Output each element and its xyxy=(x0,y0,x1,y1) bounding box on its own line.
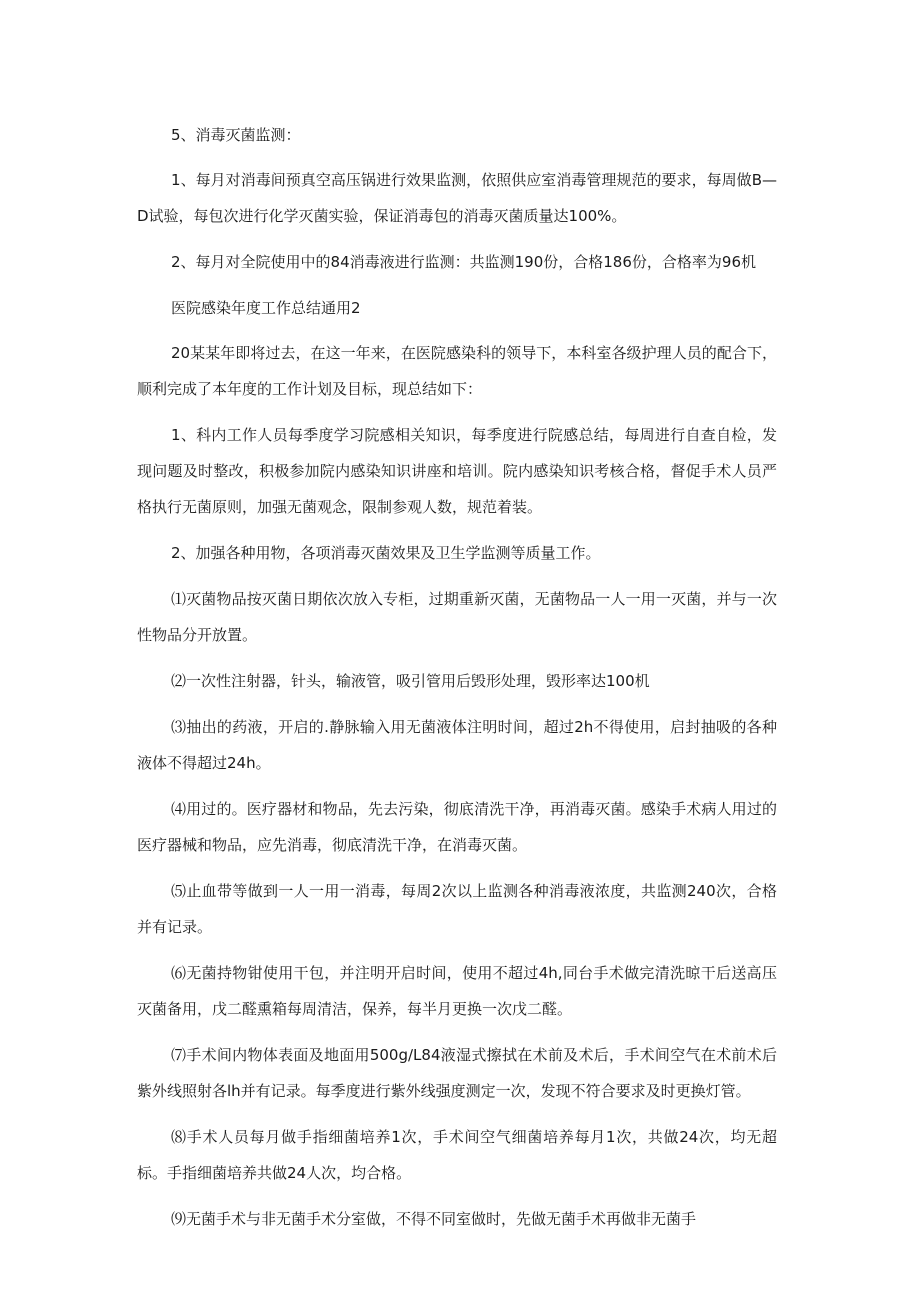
list-item-3: ⑶抽出的药液，开启的.静脉输入用无菌液体注明时间，超过2h不得使用，启封抽吸的各种液体不得超过24h。 xyxy=(137,718,777,772)
list-item-9: ⑼无菌手术与非无菌手术分室做，不得不同室做时，先做无菌手术再做非无菌手 xyxy=(171,1210,697,1228)
list-item-8: ⑻手术人员每月做手指细菌培养1次，手术间空气细菌培养每月1次，共做24次，均无超标。手指细菌培养共做24人次，均合格。 xyxy=(137,1128,777,1182)
document-body xyxy=(137,117,777,1247)
paragraph-introduction: 20某某年即将过去，在这一年来，在医院感染科的领导下，本科室各级护理人员的配合下，顺利完成了本年度的工作计划及目标，现总结如下： xyxy=(137,344,777,398)
paragraph-staff-training: 1、科内工作人员每季度学习院感相关知识，每季度进行院感总结，每周进行自查自检，发现问题及时整改，积极参加院内感染知识讲座和培训。院内感染知识考核合格，督促手术人员严格执行无菌原则，加强无菌观念，限制参观人数，规范着装。 xyxy=(137,426,777,516)
list-item-6: ⑹无菌持物钳使用干包，并注明开启时间，使用不超过4h,同台手术做完清洗晾干后送高压灭菌备用，戊二醛熏箱每周清洁，保养，每半月更换一次戊二醛。 xyxy=(137,964,777,1018)
document-title: 医院感染年度工作总结通用2 xyxy=(171,299,361,317)
list-item-7: ⑺手术间内物体表面及地面用500g∕L84液湿式擦拭在术前及术后，手术间空气在术前术后紫外线照射各lh并有记录。每季度进行紫外线强度测定一次，发现不符合要求及时更换灯管。 xyxy=(137,1046,777,1100)
paragraph-quality-work: 2、加强各种用物，各项消毒灭菌效果及卫生学监测等质量工作。 xyxy=(171,544,601,562)
list-item-1: ⑴灭菌物品按灭菌日期依次放入专柜，过期重新灭菌，无菌物品一人一用一灭菌，并与一次性物品分开放置。 xyxy=(137,590,777,644)
list-item-5: ⑸止血带等做到一人一用一消毒，每周2次以上监测各种消毒液浓度，共监测240次，合格并有记录。 xyxy=(137,882,777,936)
list-item-2: ⑵一次性注射器，针头，输液管，吸引管用后毁形处理，毁形率达100机 xyxy=(171,672,650,690)
list-item-4: ⑷用过的。医疗器材和物品，先去污染，彻底清洗干净，再消毒灭菌。感染手术病人用过的医疗器械和物品，应先消毒，彻底清洗干净，在消毒灭菌。 xyxy=(137,800,777,854)
paragraph-84-disinfectant-monitoring: 2、每月对全院使用中的84消毒液进行监测：共监测190份，合格186份，合格率为96机 xyxy=(171,253,756,271)
paragraph-autoclave-monitoring: 1、每月对消毒间预真空高压锅进行效果监测，依照供应室消毒管理规范的要求，每周做B—D试验，每包次进行化学灭菌实验，保证消毒包的消毒灭菌质量达100%。 xyxy=(137,171,777,225)
section-heading-disinfection-monitoring: 5、消毒灭菌监测： xyxy=(171,126,301,144)
